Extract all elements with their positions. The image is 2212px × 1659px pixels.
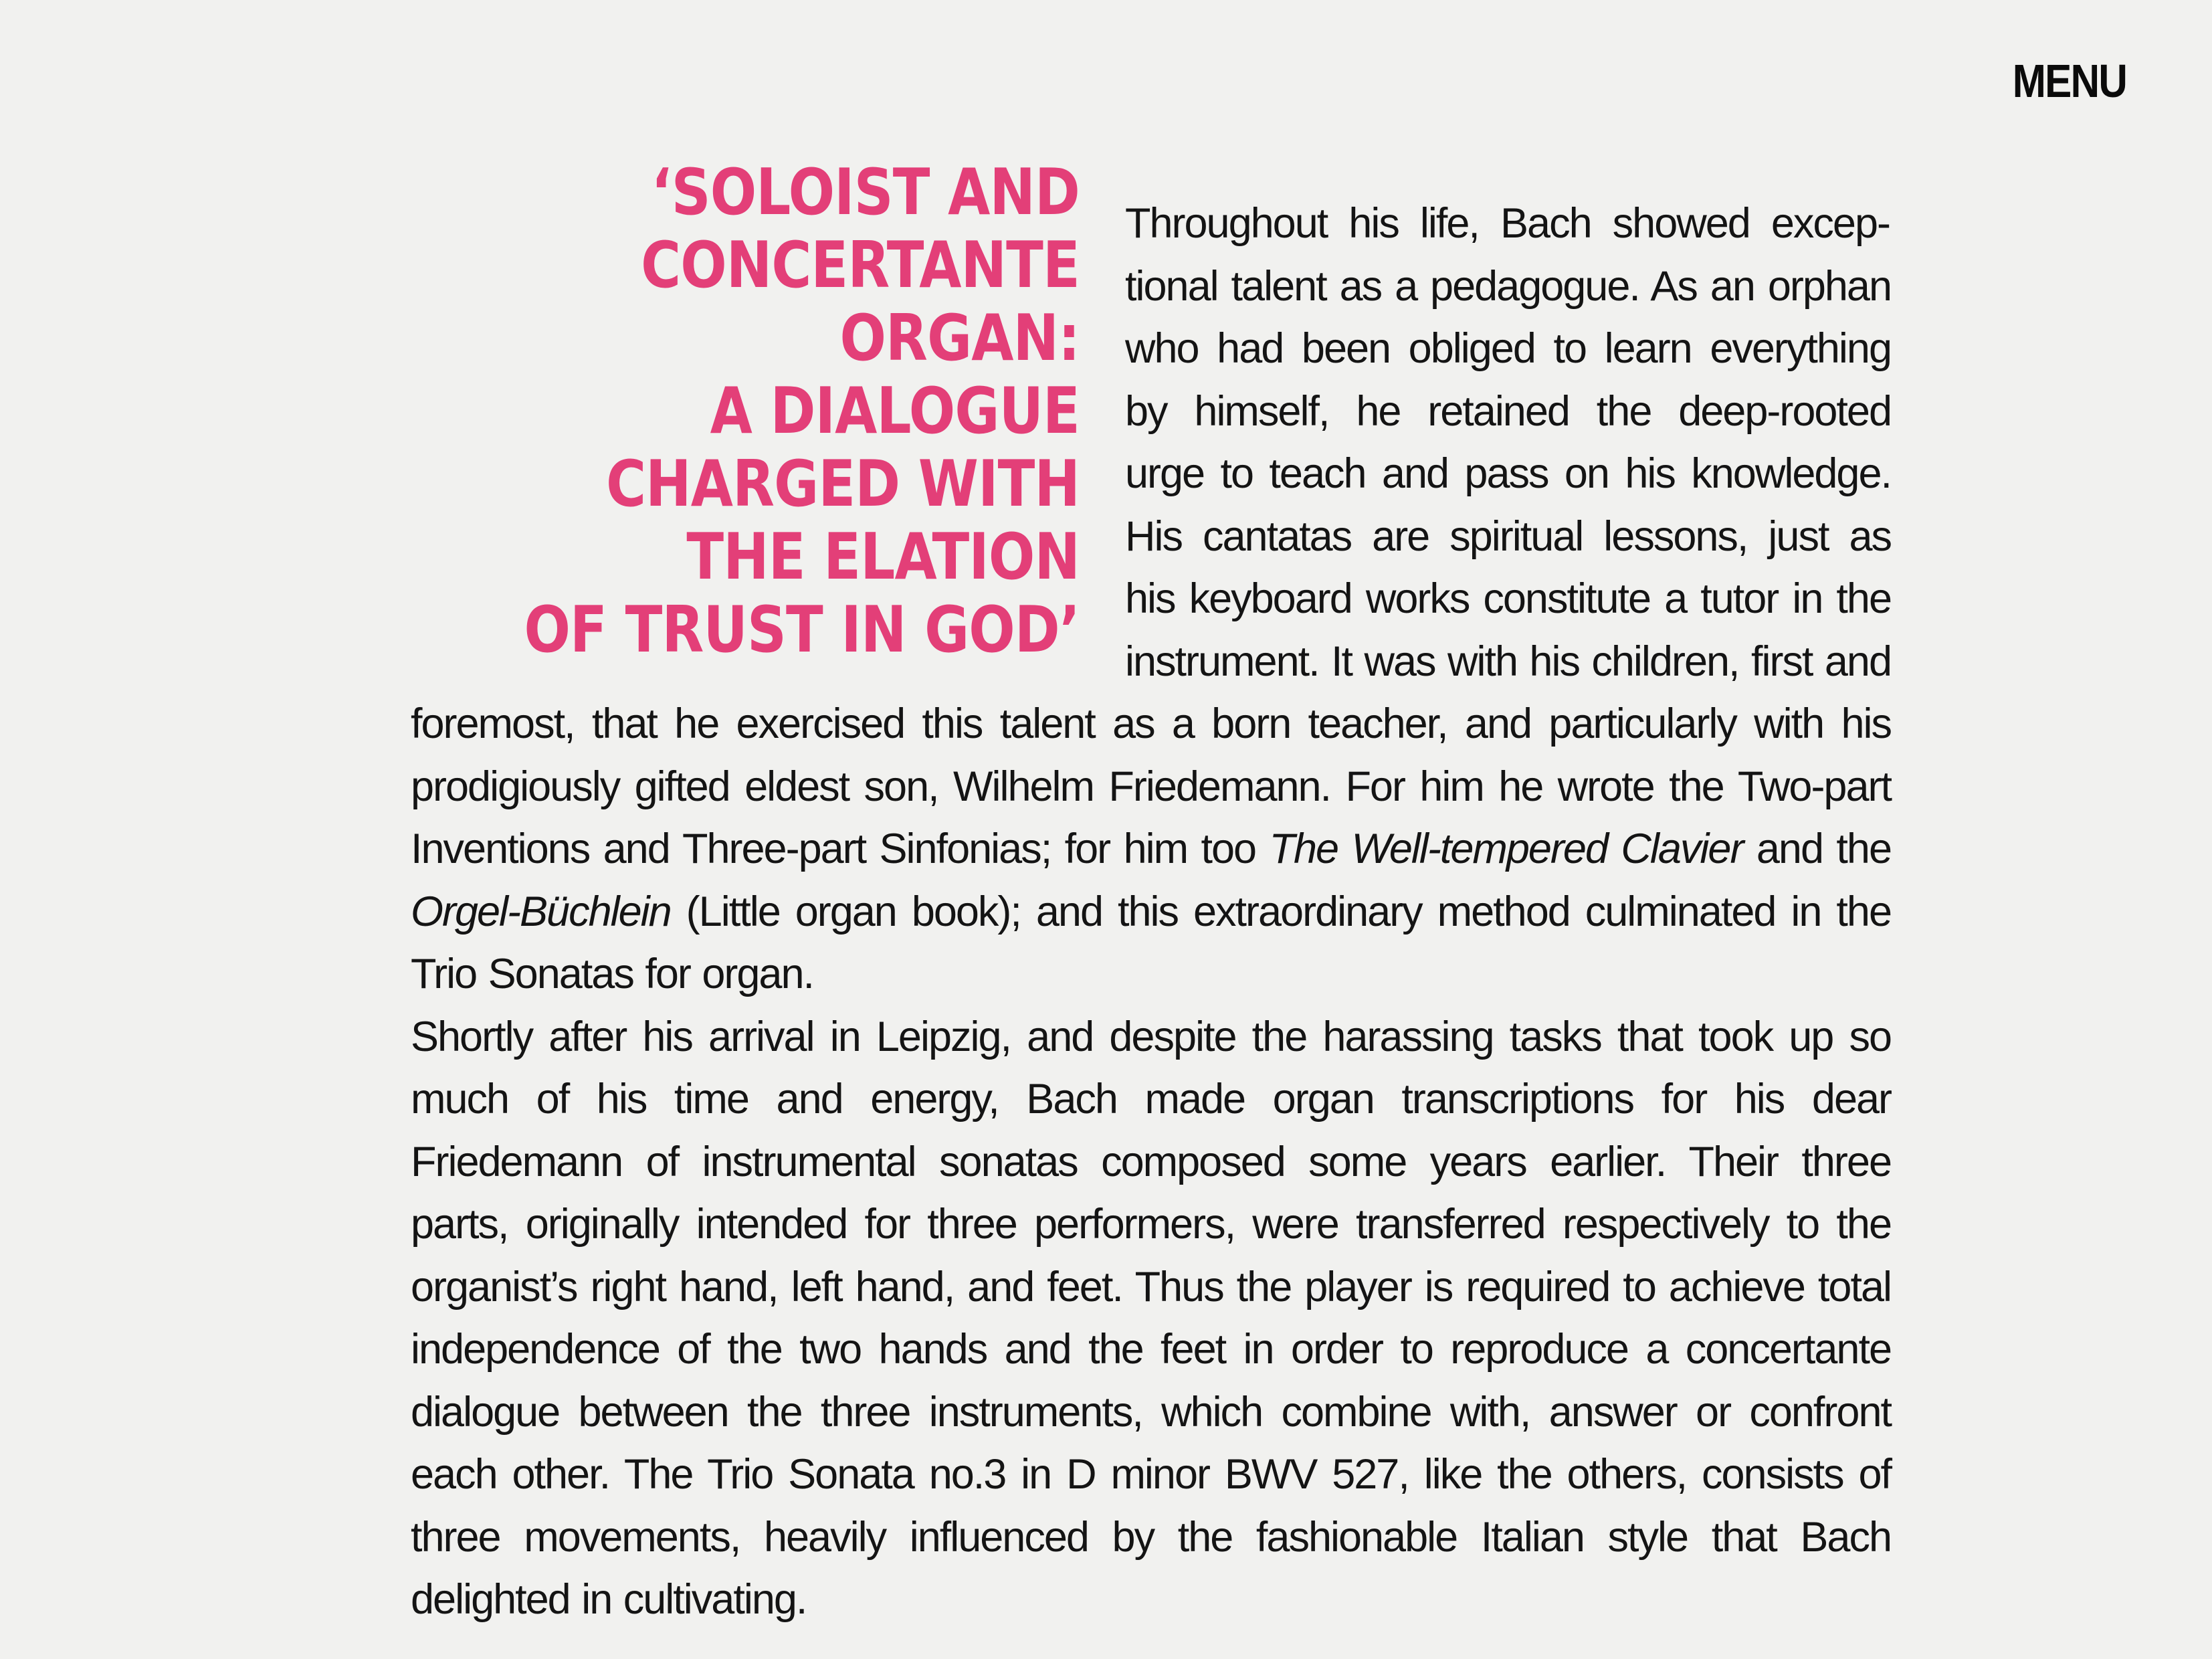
body-text-run: (Little organ book); and this extraordinary method culminated in the Trio Sonatas for organ. xyxy=(411,888,1891,997)
menu-button[interactable]: MENU xyxy=(2012,55,2126,107)
article xyxy=(411,154,1891,1632)
work-title-italic: The Well-tempered Clavier xyxy=(1269,825,1743,872)
body-text-run: and the xyxy=(1742,825,1891,872)
pull-quote-line: ‘SOLOIST AND xyxy=(651,156,1080,229)
pull-quote-line: A DIALOGUE xyxy=(710,375,1080,448)
pull-quote-line: THE ELATION xyxy=(686,520,1080,594)
pull-quote-line: OF TRUST IN GOD’ xyxy=(524,593,1080,667)
body-text-run: Throughout his life, Bach showed exceptional talent as a pedagogue. As an orphan who had been obliged to learn everything by himself, he retained the deep-rooted urge to teach and pass on his knowledge. His cantatas are spiritual lessons, just as his keyboard works constitute a tutor in the instrument. It was with his children, first and foremost, that he exercised this talent as a born teacher, and particularly with his prodigiously gifted eldest son, Wilhelm Friedemann. For him he wrote the Two-part Inventions and Three-part Sinfonias; for him too xyxy=(411,200,1891,872)
pull-quote-line: CONCERTANTE xyxy=(641,229,1080,302)
body-paragraph: Shortly after his arrival in Leipzig, and despite the harassing tasks that took up so much of his time and energy, Bach made organ transcriptions for his dear Friedemann of instrumental sonatas composed some years earlier. Their three parts, originally intended for three performers, were transferred respectively to the organist’s right hand, left hand, and feet. Thus the player is required to achieve total independence of the two hands and the feet in order to reproduce a concertante dialogue between the three instruments, which combine with, answer or confront each other. The Trio Sonata no.3 in D minor BWV 527, like the others, consists of three movements, heavily influenced by the fashionable Italian style that Bach delighted in cultivating. xyxy=(411,1013,1891,1623)
pull-quote-line: CHARGED WITH xyxy=(606,448,1080,521)
work-title-italic: Orgel-Büchlein xyxy=(411,888,671,935)
pull-quote xyxy=(504,157,1080,667)
pull-quote-line: ORGAN: xyxy=(839,302,1080,375)
